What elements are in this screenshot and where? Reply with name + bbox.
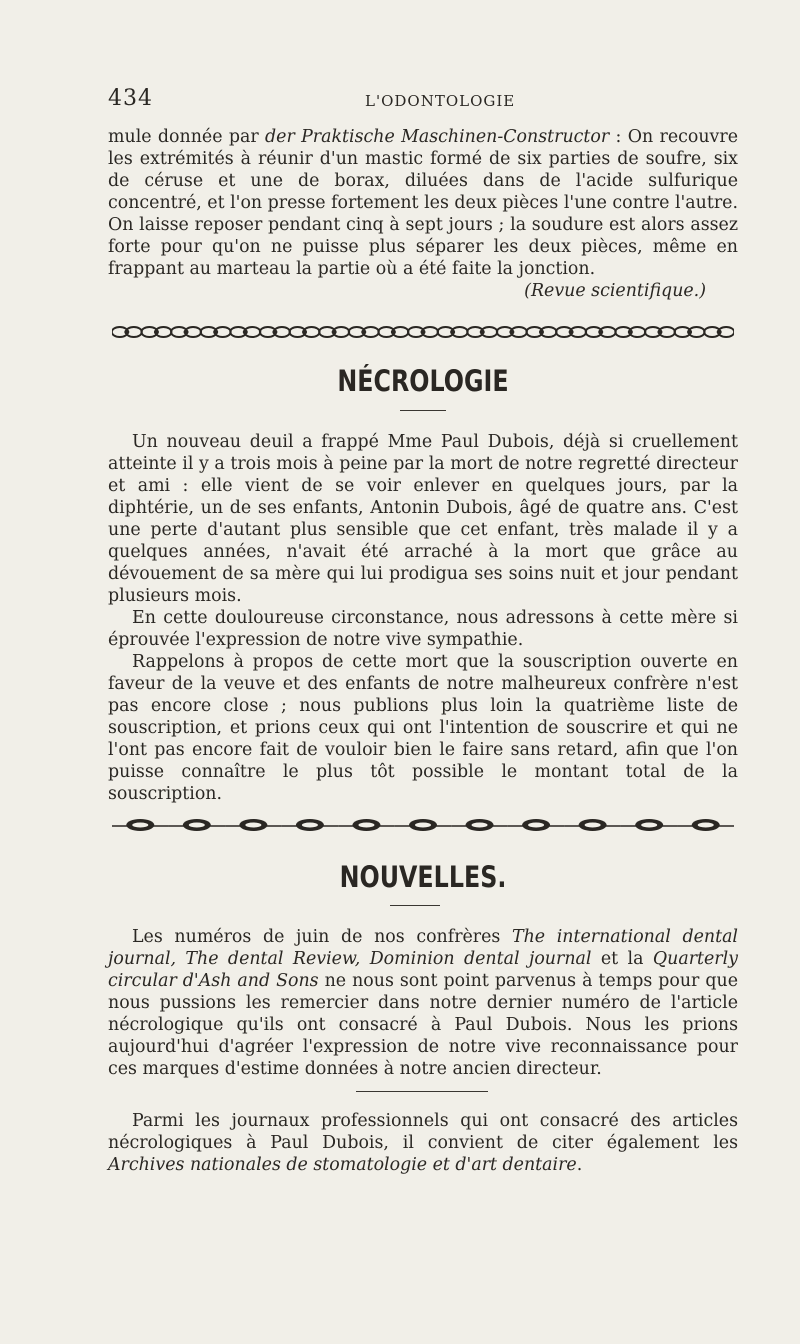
intro-text-start: mule donnée par bbox=[108, 127, 266, 147]
nouvelles-heading: NOUVELLES. bbox=[339, 860, 507, 894]
intro-text-rest: : On recouvre les extrémités à réunir d'un mastic formé de six parties de soufre, six de céruse et une de borax, diluées dans de l'acide sulfurique concentré, et l'on presse fortement les deux pièces l'une contre l'autre. On laisse reposer pendant cinq à sept jours ; la soudure est alors assez forte pour qu'on ne puisse plus séparer les deux pièces, même en frappant au marteau la partie où a été faite la jonction. bbox=[108, 127, 738, 279]
fleuron-ornament bbox=[451, 819, 508, 831]
fleuron-ornament bbox=[408, 327, 438, 337]
fleuron-ornament bbox=[556, 327, 586, 337]
intro-paragraph bbox=[108, 126, 738, 280]
necrologie-paragraph-2: En cette douloureuse circonstance, nous adressons à cette mère si éprouvée l'expression de notre vive sympathie. bbox=[108, 608, 738, 650]
nouvelles-paragraph-2 bbox=[108, 1110, 738, 1176]
fleuron-ornament bbox=[564, 819, 621, 831]
top-ornament-divider bbox=[112, 317, 734, 347]
closing-text-1: Parmi les journaux professionnels qui ont consacré des articles nécrologiques à Paul Dubois, il convient de citer également les bbox=[108, 1111, 738, 1153]
nouvelles-paragraph-1 bbox=[108, 926, 738, 1080]
fleuron-ornament bbox=[526, 327, 556, 337]
journal-names: The international dental journal, The dental Review, Dominion dental journal bbox=[108, 927, 738, 969]
nouvelles-text-2: et la bbox=[591, 949, 653, 969]
running-title: L'ODONTOLOGIE bbox=[365, 92, 516, 110]
nouvelles-text-1: Les numéros de juin de nos confrères bbox=[132, 927, 512, 947]
nouvelles-closing bbox=[108, 1110, 738, 1176]
fleuron-ornament bbox=[112, 819, 169, 831]
fleuron-ornament bbox=[621, 819, 678, 831]
nouvelles-section bbox=[108, 926, 738, 1080]
fleuron-ornament bbox=[230, 327, 260, 337]
fleuron-ornament bbox=[467, 327, 497, 337]
section-separator-rule bbox=[356, 1091, 488, 1092]
fleuron-ornament bbox=[704, 327, 734, 337]
fleuron-ornament bbox=[319, 327, 349, 337]
necrologie-heading: NÉCROLOGIE bbox=[337, 364, 509, 398]
fleuron-ornament bbox=[282, 819, 339, 831]
nouvelles-text-3: ne nous sont point parvenus à temps pour que nous pussions les remercier dans notre dernier numéro de l'article nécrologique qu'ils ont consacré à Paul Dubois. Nous les prions aujourd'hui d'agréer l'expression de notre vive reconnaissance pour ces marques d'estime données à notre ancien directeur. bbox=[108, 971, 738, 1079]
intro-section bbox=[108, 126, 738, 302]
fleuron-ornament bbox=[141, 327, 171, 337]
necrologie-section bbox=[108, 431, 738, 805]
fleuron-ornament bbox=[675, 327, 705, 337]
fleuron-ornament bbox=[395, 819, 452, 831]
fleuron-ornament bbox=[169, 819, 226, 831]
necrologie-paragraph-3: Rappelons à propos de cette mort que la souscription ouverte en faveur de la veuve et des enfants de notre malheureux confrère n'est pas encore close ; nous publions plus loin la quatrième liste de souscription, et prions ceux qui ont l'intention de souscrire et qui ne l'ont pas encore fait de vouloir bien le faire sans retard, afin que l'on puisse connaître le plus tôt possible le montant total de la souscription. bbox=[108, 652, 738, 804]
fleuron-ornament bbox=[349, 327, 379, 337]
page-header bbox=[108, 86, 748, 116]
fleuron-ornament bbox=[677, 819, 734, 831]
fleuron-ornament bbox=[171, 327, 201, 337]
fleuron-ornament bbox=[260, 327, 290, 337]
nouvelles-heading-rule bbox=[390, 905, 440, 906]
fleuron-ornament bbox=[225, 819, 282, 831]
fleuron-ornament bbox=[497, 327, 527, 337]
fleuron-ornament bbox=[290, 327, 320, 337]
quarterly-circular-name: Quarterly circular d'Ash and Sons bbox=[108, 949, 738, 991]
closing-text-2: . bbox=[576, 1155, 583, 1175]
middle-ornament-divider bbox=[112, 810, 734, 840]
necrologie-heading-rule bbox=[400, 410, 446, 411]
fleuron-ornament bbox=[438, 327, 468, 337]
fleuron-ornament bbox=[508, 819, 565, 831]
fleuron-ornament bbox=[645, 327, 675, 337]
archives-title: Archives nationales de stomatologie et d'art dentaire bbox=[108, 1155, 577, 1175]
necrologie-paragraph-1: Un nouveau deuil a frappé Mme Paul Dubois, déjà si cruellement atteinte il y a trois mois à peine par la mort de notre regretté directeur et ami : elle vient de se voir enlever en quelques jours, par la diphtérie, un de ses enfants, Antonin Dubois, âgé de quatre ans. C'est une perte d'autant plus sensible que cet enfant, très malade il y a quelques années, n'avait été arraché à la mort que grâce au dévouement de sa mère qui lui prodigua ses soins nuit et jour pendant plusieurs mois. bbox=[108, 432, 738, 606]
fleuron-ornament bbox=[201, 327, 231, 337]
fleuron-ornament bbox=[378, 327, 408, 337]
fleuron-ornament bbox=[112, 327, 142, 337]
page-number: 434 bbox=[108, 86, 153, 111]
fleuron-ornament bbox=[615, 327, 645, 337]
intro-source: (Revue scientifique.) bbox=[524, 281, 706, 301]
fleuron-ornament bbox=[338, 819, 395, 831]
fleuron-ornament bbox=[586, 327, 616, 337]
intro-journal-name: der Praktische Maschinen-Constructor bbox=[265, 127, 610, 147]
